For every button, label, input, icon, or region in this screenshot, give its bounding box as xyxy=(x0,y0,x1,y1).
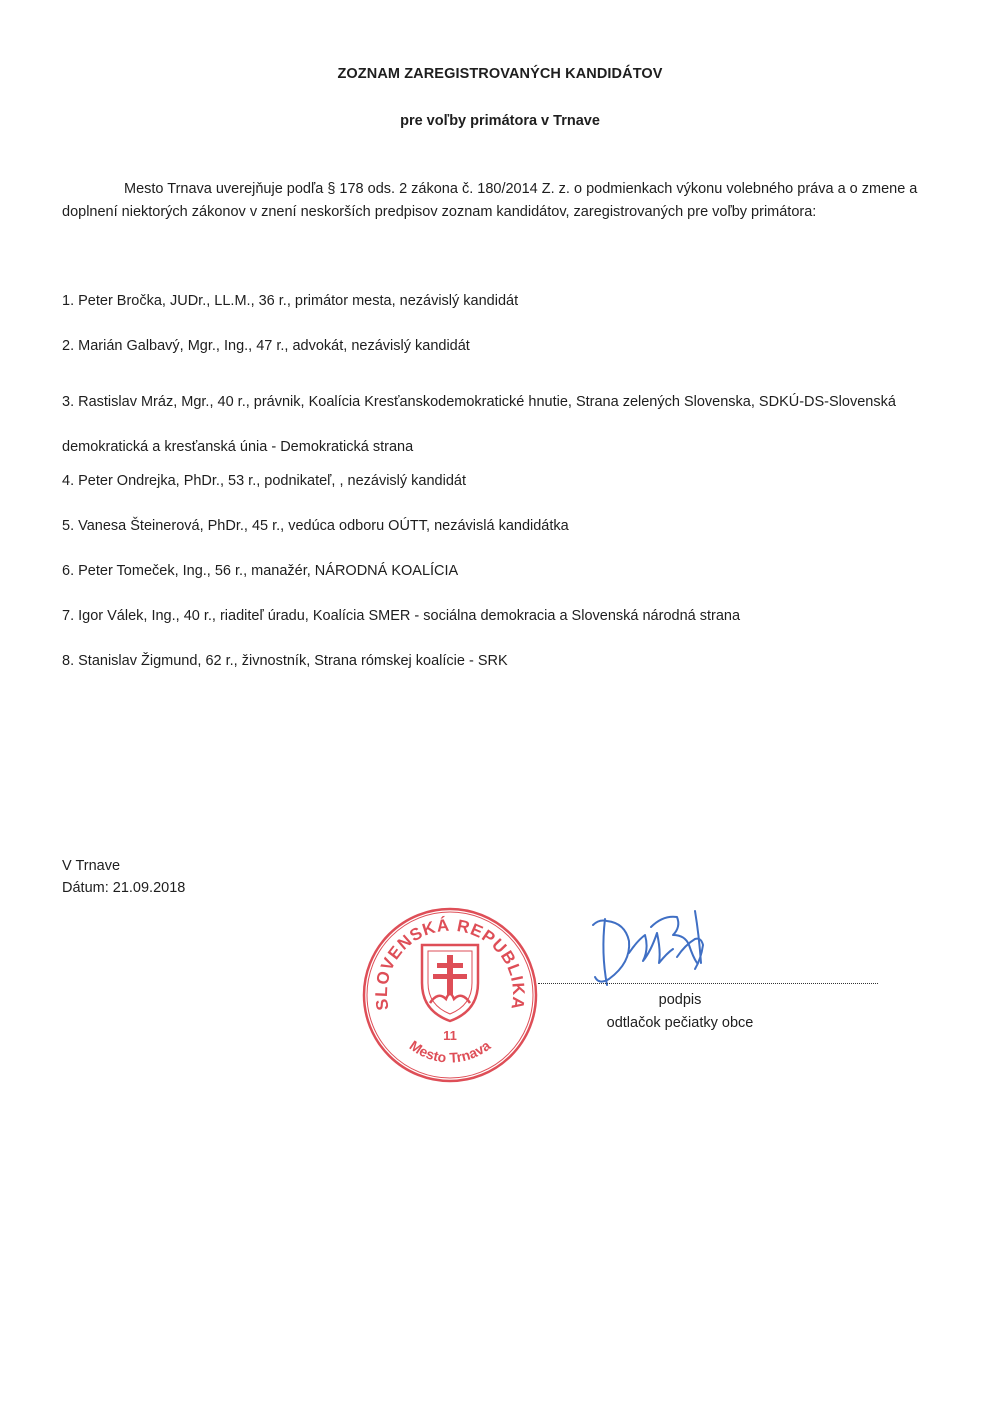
document-subtitle: pre voľby primátora v Trnave xyxy=(400,113,600,129)
date-text: Dátum: 21.09.2018 xyxy=(62,880,186,896)
candidate-item: 1. Peter Bročka, JUDr., LL.M., 36 r., primátor mesta, nezávislý kandidát xyxy=(62,293,519,309)
candidate-item: 8. Stanislav Žigmund, 62 r., živnostník, Strana rómskej koalície - SRK xyxy=(62,653,508,669)
candidate-item: 7. Igor Válek, Ing., 40 r., riaditeľ úradu, Koalícia SMER - sociálna demokracia a Slovenská národná strana xyxy=(62,608,741,624)
stamp-top-text: SLOVENSKÁ REPUBLIKA xyxy=(371,915,529,1012)
intro-paragraph: Mesto Trnava uverejňuje podľa § 178 ods. 2 zákona č. 180/2014 Z. z. o podmienkach výkonu volebného práva a o zmene a doplnení niektorých zákonov v znení neskorších predpisov zoznam kandidátov, zaregistrovaných pre voľby primátora: xyxy=(62,181,918,220)
stamp-label: odtlačok pečiatky obce xyxy=(606,1015,754,1031)
stamp-number: 11 xyxy=(443,1028,457,1043)
candidate-item: 6. Peter Tomeček, Ing., 56 r., manažér, NÁRODNÁ KOALÍCIA xyxy=(62,563,459,579)
signature-label: podpis xyxy=(658,992,702,1008)
handwritten-signature xyxy=(585,905,720,990)
candidate-item: 5. Vanesa Šteinerová, PhDr., 45 r., vedúca odboru OÚTT, nezávislá kandidátka xyxy=(62,518,569,534)
stamp-bottom-text: Mesto Trnava xyxy=(406,1037,494,1066)
document-title: ZOZNAM ZAREGISTROVANÝCH KANDIDÁTOV xyxy=(337,66,663,82)
candidate-item: 3. Rastislav Mráz, Mgr., 40 r., právnik, Koalícia Kresťanskodemokratické hnutie, Strana zelených Slovenska, SDKÚ-DS-Slovenská demokratická a kresťanská únia - Demokratická strana xyxy=(62,394,896,455)
official-stamp xyxy=(360,905,540,1085)
place-text: V Trnave xyxy=(62,858,121,874)
signature-line xyxy=(538,983,878,984)
coat-of-arms-icon xyxy=(422,945,478,1021)
candidate-item: 4. Peter Ondrejka, PhDr., 53 r., podnikateľ, , nezávislý kandidát xyxy=(62,473,467,489)
candidate-item: 2. Marián Galbavý, Mgr., Ing., 47 r., advokát, nezávislý kandidát xyxy=(62,338,470,354)
candidate-list xyxy=(62,290,952,695)
place-date-block xyxy=(62,855,185,899)
